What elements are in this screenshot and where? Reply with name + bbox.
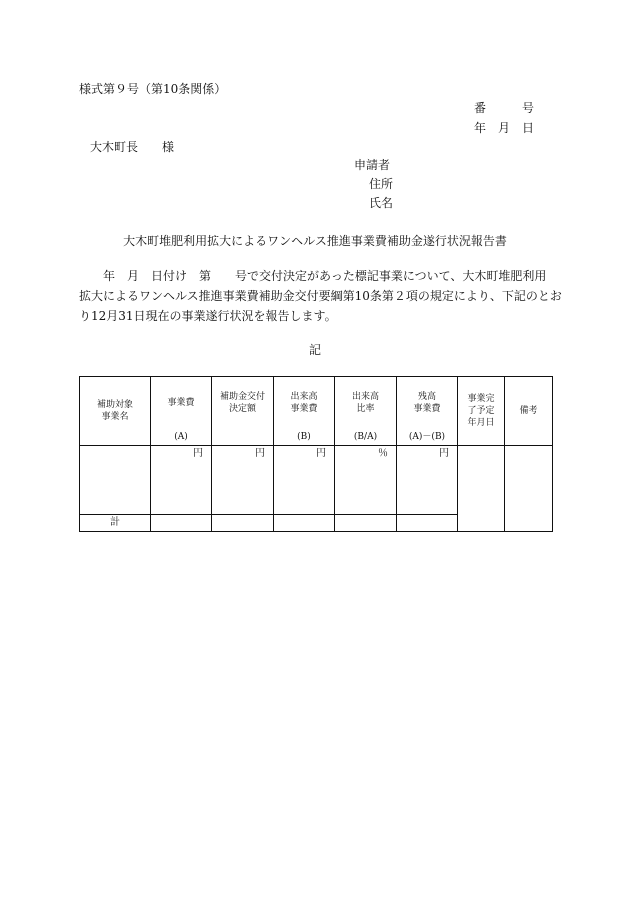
cell-completion-date[interactable] <box>458 446 505 532</box>
header-completed-cost: 出来高 事業費 (B) <box>274 377 335 446</box>
total-completed-cost[interactable] <box>274 515 335 532</box>
cell-completed-cost[interactable]: 円 <box>274 446 335 515</box>
total-completion-ratio[interactable] <box>335 515 397 532</box>
document-number-line: 番 号 <box>474 101 535 115</box>
applicant-label: 申請者 <box>354 158 391 172</box>
total-grant-amount[interactable] <box>212 515 274 532</box>
addressee: 大木町長 様 <box>90 140 175 154</box>
total-remaining-cost[interactable] <box>397 515 458 532</box>
table-row <box>80 446 553 515</box>
body-line-3: り12月31日現在の事業遂行状況を報告します。 <box>79 309 337 323</box>
cell-project-name[interactable] <box>80 446 151 515</box>
cell-remarks[interactable] <box>505 446 553 532</box>
header-remaining-cost: 残高 事業費 (A)－(B) <box>397 377 458 446</box>
header-completion-date: 事業完 了予定 年月日 <box>458 377 505 446</box>
body-line-2: 拡大によるワンヘルス推進事業費補助金交付要綱第10条第２項の規定により、下記のとお <box>79 289 562 303</box>
cell-grant-amount[interactable]: 円 <box>212 446 274 515</box>
header-project-name: 補助対象 事業名 <box>80 377 151 446</box>
header-project-cost: 事業費 (A) <box>151 377 212 446</box>
document-date-line: 年 月 日 <box>474 121 535 135</box>
ki-heading: 記 <box>308 343 321 357</box>
cell-project-cost[interactable]: 円 <box>151 446 212 515</box>
total-project-cost[interactable] <box>151 515 212 532</box>
header-grant-decision-amount: 補助金交付 決定額 <box>212 377 274 446</box>
form-number-label: 様式第９号（第10条関係） <box>79 82 227 96</box>
cell-completion-ratio[interactable]: ％ <box>335 446 397 515</box>
total-label: 計 <box>80 515 151 532</box>
body-paragraph <box>79 266 562 326</box>
header-completion-ratio: 出来高 比率 (B/A) <box>335 377 397 446</box>
header-remarks: 備考 <box>505 377 553 446</box>
address-label: 住所 <box>369 177 394 191</box>
table-header-row <box>80 377 553 446</box>
body-line-1: 年 月 日付け 第 号で交付決定があった標記事業について、大木町堆肥利用 <box>79 269 547 283</box>
document-title: 大木町堆肥利用拡大によるワンヘルス推進事業費補助金遂行状況報告書 <box>123 234 507 248</box>
name-label: 氏名 <box>369 196 394 210</box>
cell-remaining-cost[interactable]: 円 <box>397 446 458 515</box>
status-report-table <box>79 376 553 532</box>
